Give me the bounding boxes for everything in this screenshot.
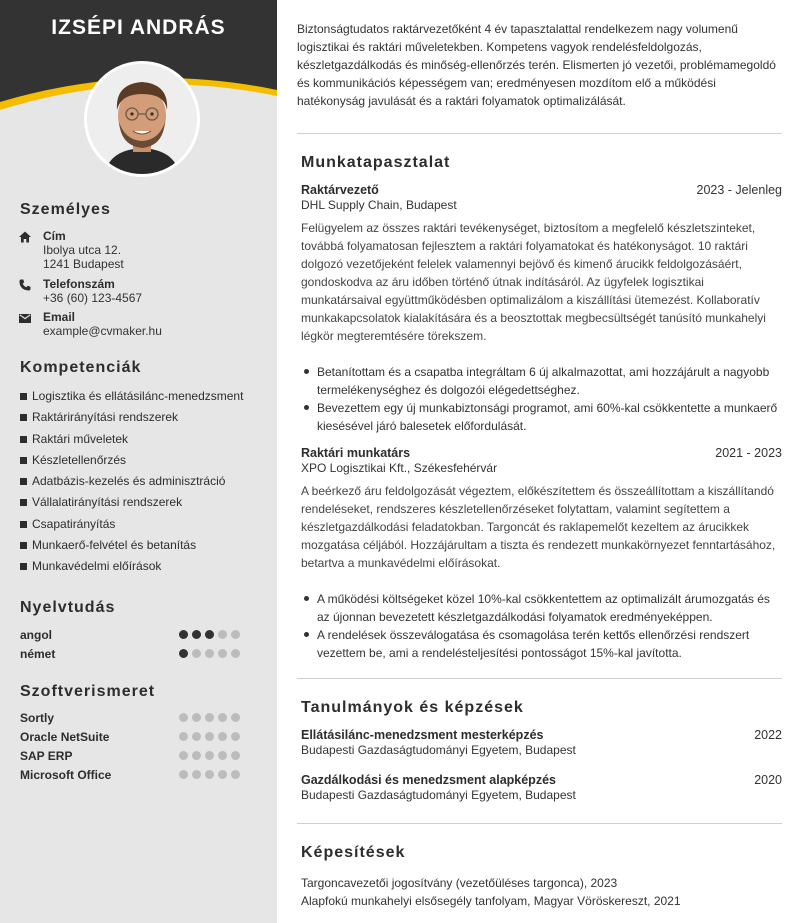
software-name: Microsoft Office (20, 768, 112, 782)
job-title: Raktárvezető (301, 183, 379, 197)
software-row (20, 730, 260, 749)
rating-dot-empty (192, 649, 201, 658)
job-title: Raktári munkatárs (301, 446, 411, 460)
language-name: német (20, 647, 56, 661)
sidebar (0, 0, 277, 923)
list-item: Betanítottam és a csapatba integráltam 6 új alkalmazottat, ami hozzájárult a nagyobb termelékenységhez és dolgozói elégedettséghez. (301, 363, 782, 399)
list-item: Vállalatirányítási rendszerek (20, 495, 270, 516)
software-row (20, 768, 260, 787)
software-row (20, 749, 260, 768)
rating-dot-empty (231, 630, 240, 639)
education-school: Budapesti Gazdaságtudományi Egyetem, Budapest (301, 788, 576, 802)
competencies-section-title: Kompetenciák (20, 359, 142, 376)
list-item: A működési költségeket közel 10%-kal csökkentettem az optimalizált árumozgatás és az újonnan bevezetett készletgazdálkodási folyamatok eredményeképpen. (301, 590, 782, 626)
job-entry (301, 446, 782, 662)
list-item: A rendelések összeválogatása és csomagolása terén kettős ellenőrzési rendszert vezettem be, ami a rendelésteljesítési pontosságot 15%-kal javította. (301, 626, 782, 662)
education-entry (301, 773, 782, 802)
software-name: Sortly (20, 711, 55, 725)
job-dates: 2023 - Jelenleg (696, 183, 782, 197)
list-item: Munkavédelmi előírások (20, 559, 270, 580)
job-description: A beérkező áru feldolgozását végeztem, előkészítettem és összeállítottam a kiszállítandó rendeléseket, rendszeres készletellenőrzéseket folytattam, valamint segítettem a készletgazdálkodási feladatokban. Targoncát és raklapemelőt kezeltem az árucikkek mozgatása céljából. Hozzájárultam a tiszta és rendezett munkakörnyezet fenntartásához, betartva a munkavédelmi előírásokat. (301, 484, 776, 570)
rating-dot-empty (231, 713, 240, 722)
candidate-name: IZSÉPI ANDRÁS (51, 16, 226, 39)
software-section-title: Szoftverismeret (20, 683, 156, 700)
contact-label: Email (43, 310, 76, 324)
rating-dot-empty (192, 751, 201, 760)
rating-dot-empty (192, 770, 201, 779)
personal-section-title: Személyes (20, 201, 111, 218)
list-item: Targoncavezetői jogosítvány (vezetőüléses targonca), 2023 (301, 876, 618, 890)
job-achievements (301, 590, 782, 662)
rating-dots (179, 630, 240, 639)
languages-section-title: Nyelvtudás (20, 599, 116, 616)
rating-dot-empty (231, 751, 240, 760)
rating-dot-empty (231, 732, 240, 741)
job-description: Felügyelem az összes raktári tevékenységet, biztosítom a megfelelő készletszinteket, továbbá folyamatosan fejlesztem a raktári folyamatokat és hatékonyságot. 10 raktári dolgozó vezetőjeként felelek valamennyi bejövő és kimenő árucikk feldolgozásáért, gondoskodva az áru időben történő útnak indításáról. Az ügyfelek logisztikai munkatársaival együttműködésben optimalizálom a kiszállítási ütemezést. Kollaboratív munkakapcsolatok kialakítására és a beosztottak megbecsültségét tanúsító munkahelyi légkör megteremtésére törekszem. (301, 221, 766, 343)
certifications-section-title: Képesítések (301, 844, 406, 861)
rating-dot-empty (218, 751, 227, 760)
software-row (20, 711, 260, 730)
rating-dot-empty (179, 713, 188, 722)
rating-dot-empty (179, 751, 188, 760)
job-achievements (301, 363, 782, 435)
profile-summary: Biztonságtudatos raktárvezetőként 4 év tapasztalattal rendelkezem nagy volumenű logisztikai és raktári műveletekben. Kompetens vagyok rendelésfeldolgozás, készletgazdálkodás és minőség-ellenőrzés terén. Elismerten jó vezetői, problémamegoldó és kommunikációs képességem van; eredményesen mozdítom elő a működési hatékonyság javulását és a raktári folyamatok optimalizálását. (297, 22, 776, 108)
rating-dot-empty (179, 770, 188, 779)
rating-dot-empty (231, 770, 240, 779)
language-row (20, 647, 260, 666)
language-row (20, 628, 260, 647)
contact-label: Cím (43, 229, 66, 243)
rating-dot-empty (205, 770, 214, 779)
section-divider (297, 133, 782, 134)
list-item: Raktárirányítási rendszerek (20, 410, 270, 431)
rating-dots (179, 751, 240, 760)
contact-value: example@cvmaker.hu (43, 324, 162, 338)
list-item: Bevezettem egy új munkabiztonsági programot, ami 60%-kal csökkentette a munkaerő kiesésével járó balesetek előfordulását. (301, 399, 782, 435)
competencies-list (20, 389, 270, 581)
education-year: 2020 (754, 773, 782, 787)
rating-dot-empty (179, 732, 188, 741)
rating-dot-empty (218, 649, 227, 658)
rating-dot-empty (218, 713, 227, 722)
software-name: SAP ERP (20, 749, 73, 763)
rating-dot-empty (231, 649, 240, 658)
list-item: Munkaerő-felvétel és betanítás (20, 538, 270, 559)
software-name: Oracle NetSuite (20, 730, 110, 744)
list-item: Alapfokú munkahelyi elsősegély tanfolyam, Magyar Vöröskereszt, 2021 (301, 894, 681, 908)
list-item: Csapatirányítás (20, 517, 270, 538)
mail-icon (18, 311, 32, 325)
education-entry (301, 728, 782, 757)
rating-dot-filled (192, 630, 201, 639)
rating-dots (179, 649, 240, 658)
software-list (20, 711, 260, 787)
rating-dot-empty (218, 732, 227, 741)
rating-dots (179, 713, 240, 722)
phone-icon (18, 278, 32, 292)
section-divider (297, 678, 782, 679)
language-name: angol (20, 628, 52, 642)
contact-label: Telefonszám (43, 277, 115, 291)
rating-dot-filled (179, 630, 188, 639)
section-divider (297, 823, 782, 824)
languages-list (20, 628, 260, 666)
list-item: Készletellenőrzés (20, 453, 270, 474)
contact-value: +36 (60) 123-4567 (43, 291, 143, 305)
experience-section-title: Munkatapasztalat (301, 154, 451, 171)
list-item: Logisztika és ellátásilánc-menedzsment (20, 389, 270, 410)
list-item: Adatbázis-kezelés és adminisztráció (20, 474, 270, 495)
education-degree: Ellátásilánc-menedzsment mesterképzés (301, 728, 544, 742)
contact-value: Ibolya utca 12. 1241 Budapest (43, 243, 124, 271)
rating-dot-empty (205, 751, 214, 760)
rating-dot-filled (179, 649, 188, 658)
education-year: 2022 (754, 728, 782, 742)
rating-dot-empty (205, 713, 214, 722)
rating-dot-empty (218, 770, 227, 779)
certifications-list (301, 874, 782, 910)
home-icon (18, 230, 32, 244)
education-degree: Gazdálkodási és menedzsment alapképzés (301, 773, 556, 787)
rating-dot-empty (218, 630, 227, 639)
rating-dot-filled (205, 630, 214, 639)
job-dates: 2021 - 2023 (715, 446, 782, 460)
rating-dot-empty (205, 732, 214, 741)
rating-dot-empty (192, 713, 201, 722)
rating-dots (179, 770, 240, 779)
education-school: Budapesti Gazdaságtudományi Egyetem, Budapest (301, 743, 576, 757)
job-employer: XPO Logisztikai Kft., Székesfehérvár (301, 461, 498, 475)
rating-dot-empty (205, 649, 214, 658)
job-employer: DHL Supply Chain, Budapest (301, 198, 457, 212)
job-entry (301, 183, 782, 435)
rating-dot-empty (192, 732, 201, 741)
avatar (84, 61, 200, 177)
education-section-title: Tanulmányok és képzések (301, 699, 524, 716)
list-item: Raktári műveletek (20, 432, 270, 453)
rating-dots (179, 732, 240, 741)
